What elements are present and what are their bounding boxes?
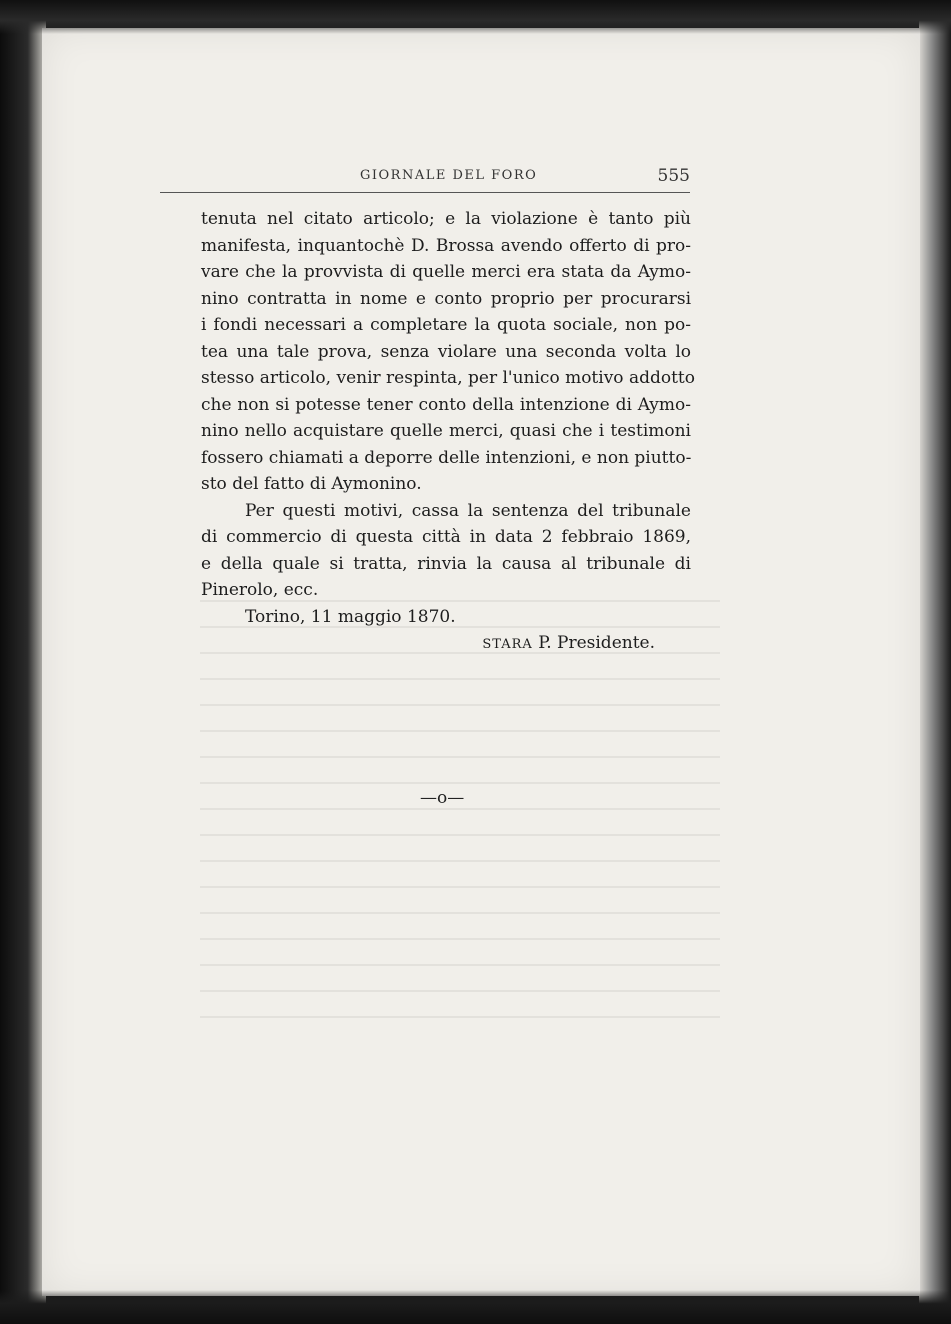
text-line: stesso articolo, venir respinta, per l'unico motivo addotto [201, 368, 695, 388]
text-line: vare che la provvista di quelle merci era stata da Aymo- [201, 262, 691, 282]
text-line: manifesta, inquantochè D. Brossa avendo offerto di pro- [201, 235, 691, 256]
text-line: nino nello acquistare quelle merci, quasi che i testimoni [201, 421, 691, 441]
text-line: tea una tale prova, senza violare una seconda volta lo [201, 341, 691, 362]
text-line: e della quale si tratta, rinvia la causa al tribunale di [201, 553, 691, 574]
text-line: sto del fatto di Aymonino. [201, 474, 422, 494]
show-through-texture [200, 600, 720, 1040]
text-line: nino contratta in nome e conto proprio per procurarsi [201, 288, 691, 309]
text-line: fossero chiamati a deporre delle intenzioni, e non piutto- [201, 447, 692, 468]
scan-top-edge [0, 0, 951, 34]
scan-left-edge [0, 0, 46, 1324]
scan-bottom-edge [0, 1290, 951, 1324]
page-number: 555 [657, 166, 690, 186]
running-head: GIORNALE DEL FORO [360, 168, 538, 183]
text-line: che non si potesse tener conto della intenzione di Aymo- [201, 394, 691, 415]
text-line: di commercio di questa città in data 2 febbraio 1869, [201, 527, 691, 547]
signature-title: P. Presidente. [538, 633, 655, 653]
signature [201, 630, 691, 659]
scan-right-edge [919, 0, 951, 1324]
section-separator: —o— [420, 788, 465, 808]
text-line: Per questi motivi, cassa la sentenza del tribunale [245, 500, 691, 521]
text-line: i fondi necessari a completare la quota sociale, non po- [201, 315, 691, 335]
text-line: tenuta nel citato articolo; e la violazione è tanto più [201, 209, 691, 229]
body-text [201, 206, 695, 659]
date-line: Torino, 11 maggio 1870. [245, 606, 456, 627]
text-line: Pinerolo, ecc. [201, 580, 319, 600]
page-header [160, 168, 690, 193]
signature-name: STARA [482, 637, 533, 652]
